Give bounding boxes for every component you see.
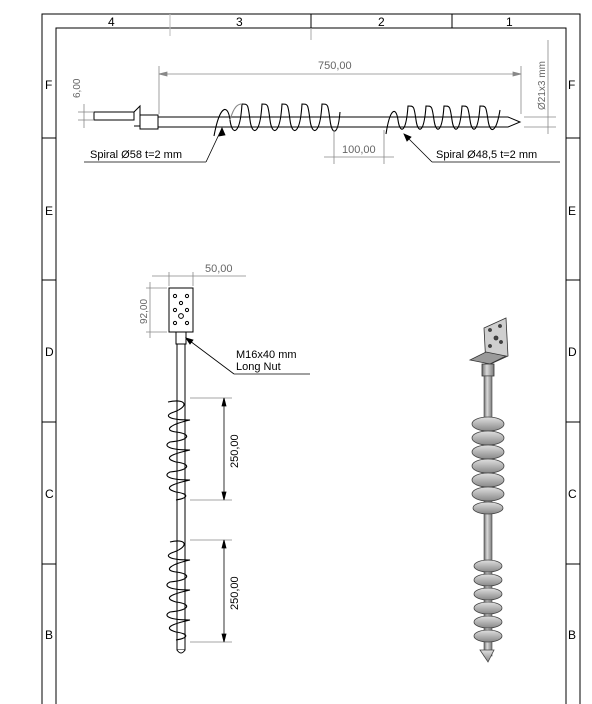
front-view-nut [176, 332, 186, 344]
row-label: E [45, 204, 54, 218]
dim-plate-thickness [78, 104, 94, 128]
column-label: 3 [236, 15, 243, 29]
row-label: B [568, 628, 577, 642]
nut-label-line1: M16x40 mm [236, 349, 297, 361]
right-spiral-note: Spiral Ø48,5 t=2 mm [436, 149, 538, 161]
dim-overall-length-label: 750,00 [318, 60, 352, 72]
dim-lower-spiral-length-label: 250,00 [229, 576, 241, 610]
top-view [72, 40, 560, 164]
row-label: E [568, 204, 577, 218]
row-label: B [45, 628, 54, 642]
iso-upper-spiral [472, 417, 504, 514]
column-label: 2 [378, 15, 385, 29]
dim-plate-height-label: 92,00 [139, 298, 150, 324]
dim-spiral-pitch-label: 100,00 [342, 144, 376, 156]
row-label: C [45, 487, 54, 501]
row-label: F [45, 78, 53, 92]
dim-rod-diameter-label: Ø21x3 mm [537, 61, 548, 110]
column-label: 4 [108, 15, 115, 29]
dim-plate-thickness-label: 6,00 [72, 78, 83, 98]
row-label: D [568, 345, 577, 359]
iso-nut [482, 364, 494, 376]
top-view-bracket [94, 106, 158, 129]
dim-plate-width-label: 50,00 [205, 263, 233, 275]
left-spiral-note: Spiral Ø58 t=2 mm [90, 149, 183, 161]
iso-bracket [470, 318, 508, 366]
nut-label-line2: Long Nut [236, 361, 281, 373]
dim-upper-spiral-length-label: 250,00 [229, 434, 241, 468]
row-label: D [45, 345, 54, 359]
row-label: C [568, 487, 577, 501]
row-label: F [568, 78, 576, 92]
column-label: 1 [506, 15, 513, 29]
front-view [139, 263, 310, 653]
front-view-plate [169, 288, 193, 332]
isometric-view [470, 318, 508, 662]
dim-upper-spiral-length [190, 398, 232, 500]
dim-lower-spiral-length [190, 540, 232, 642]
